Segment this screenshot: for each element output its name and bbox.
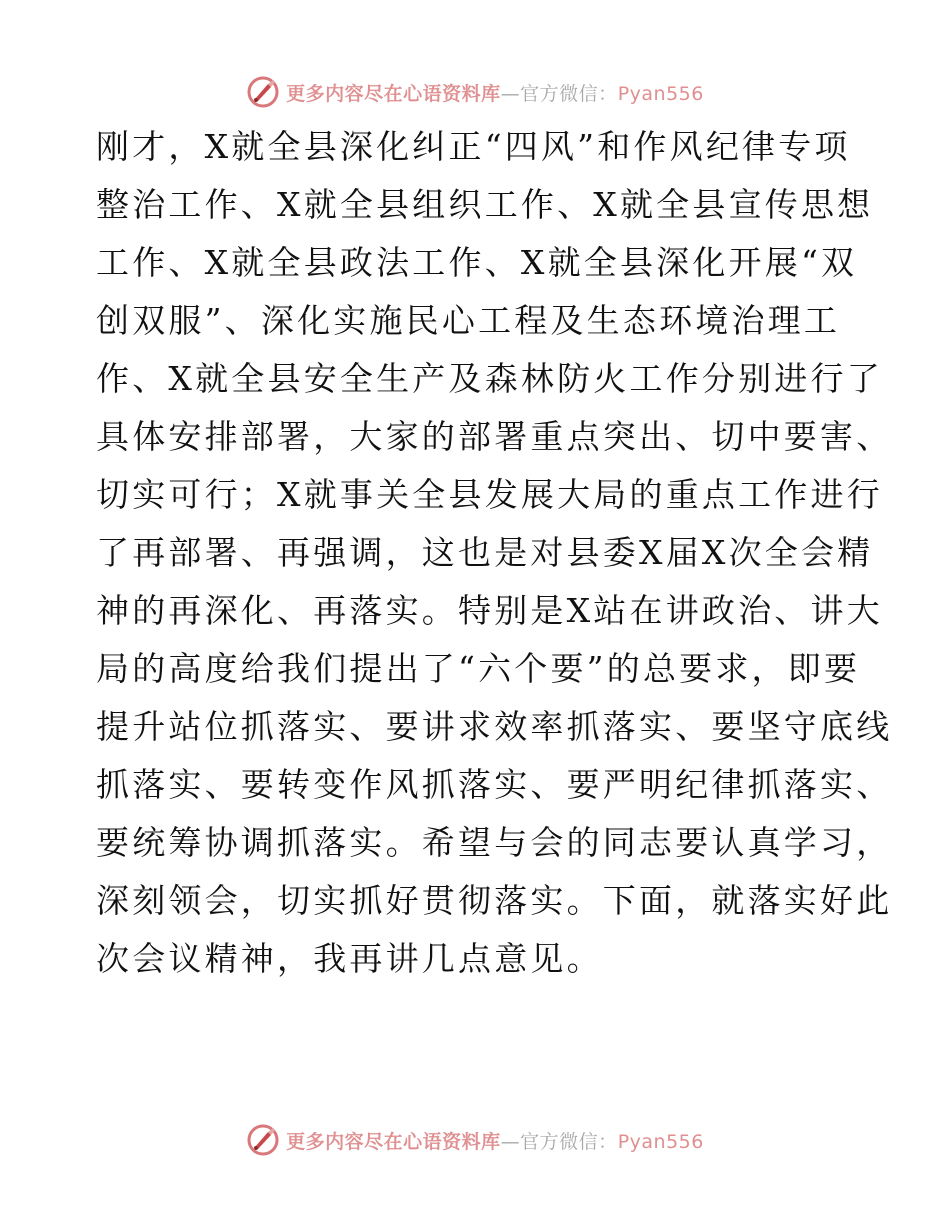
watermark-text [286, 79, 704, 106]
text-line: 局的高度给我们提出了“六个要”的总要求，即要 [96, 649, 861, 688]
text-line: 切实可行；X就事关全县发展大局的重点工作进行 [96, 475, 883, 514]
watermark-wechat-id: Pyan556 [617, 82, 704, 105]
text-line: 了再部署、再强调，这也是对县委X届X次全会精 [96, 533, 874, 572]
watermark-wechat-id: Pyan556 [617, 1130, 704, 1153]
quill-logo-icon [246, 75, 280, 109]
document-body [96, 118, 893, 988]
quill-logo-icon [246, 1123, 280, 1157]
text-line: 次会议精神，我再讲几点意见。 [96, 939, 603, 978]
text-line: 深刻领会，切实抓好贯彻落实。下面，就落实好此 [96, 881, 893, 920]
text-line: 刚才，X就全县深化纠正“四风”和作风纪律专项 [96, 127, 851, 166]
text-line: 作、X就全县安全生产及森林防火工作分别进行了 [96, 359, 883, 398]
footer-watermark [0, 1120, 950, 1160]
text-line: 神的再深化、再落实。特别是X站在讲政治、讲大 [96, 591, 883, 630]
text-line: 要统筹协调抓落实。希望与会的同志要认真学习， [96, 823, 893, 862]
text-line: 抓落实、要转变作风抓落实、要严明纪律抓落实、 [96, 765, 893, 804]
watermark-dash: — [500, 1130, 521, 1153]
watermark-main: 更多内容尽在心语资料库 [286, 82, 501, 105]
watermark-wechat-label: 官方微信： [520, 1130, 618, 1153]
header-watermark [0, 72, 950, 112]
text-line: 具体安排部署，大家的部署重点突出、切中要害、 [96, 417, 893, 456]
watermark-main: 更多内容尽在心语资料库 [286, 1130, 501, 1153]
watermark-wechat-label: 官方微信： [520, 82, 618, 105]
text-line: 工作、X就全县政法工作、X就全县深化开展“双 [96, 243, 858, 282]
text-line: 提升站位抓落实、要讲求效率抓落实、要坚守底线 [96, 707, 893, 746]
text-line: 创双服”、深化实施民心工程及生态环境治理工 [96, 301, 841, 340]
text-line: 整治工作、X就全县组织工作、X就全县宣传思想 [96, 185, 874, 224]
watermark-text [286, 1127, 704, 1154]
watermark-dash: — [500, 82, 521, 105]
